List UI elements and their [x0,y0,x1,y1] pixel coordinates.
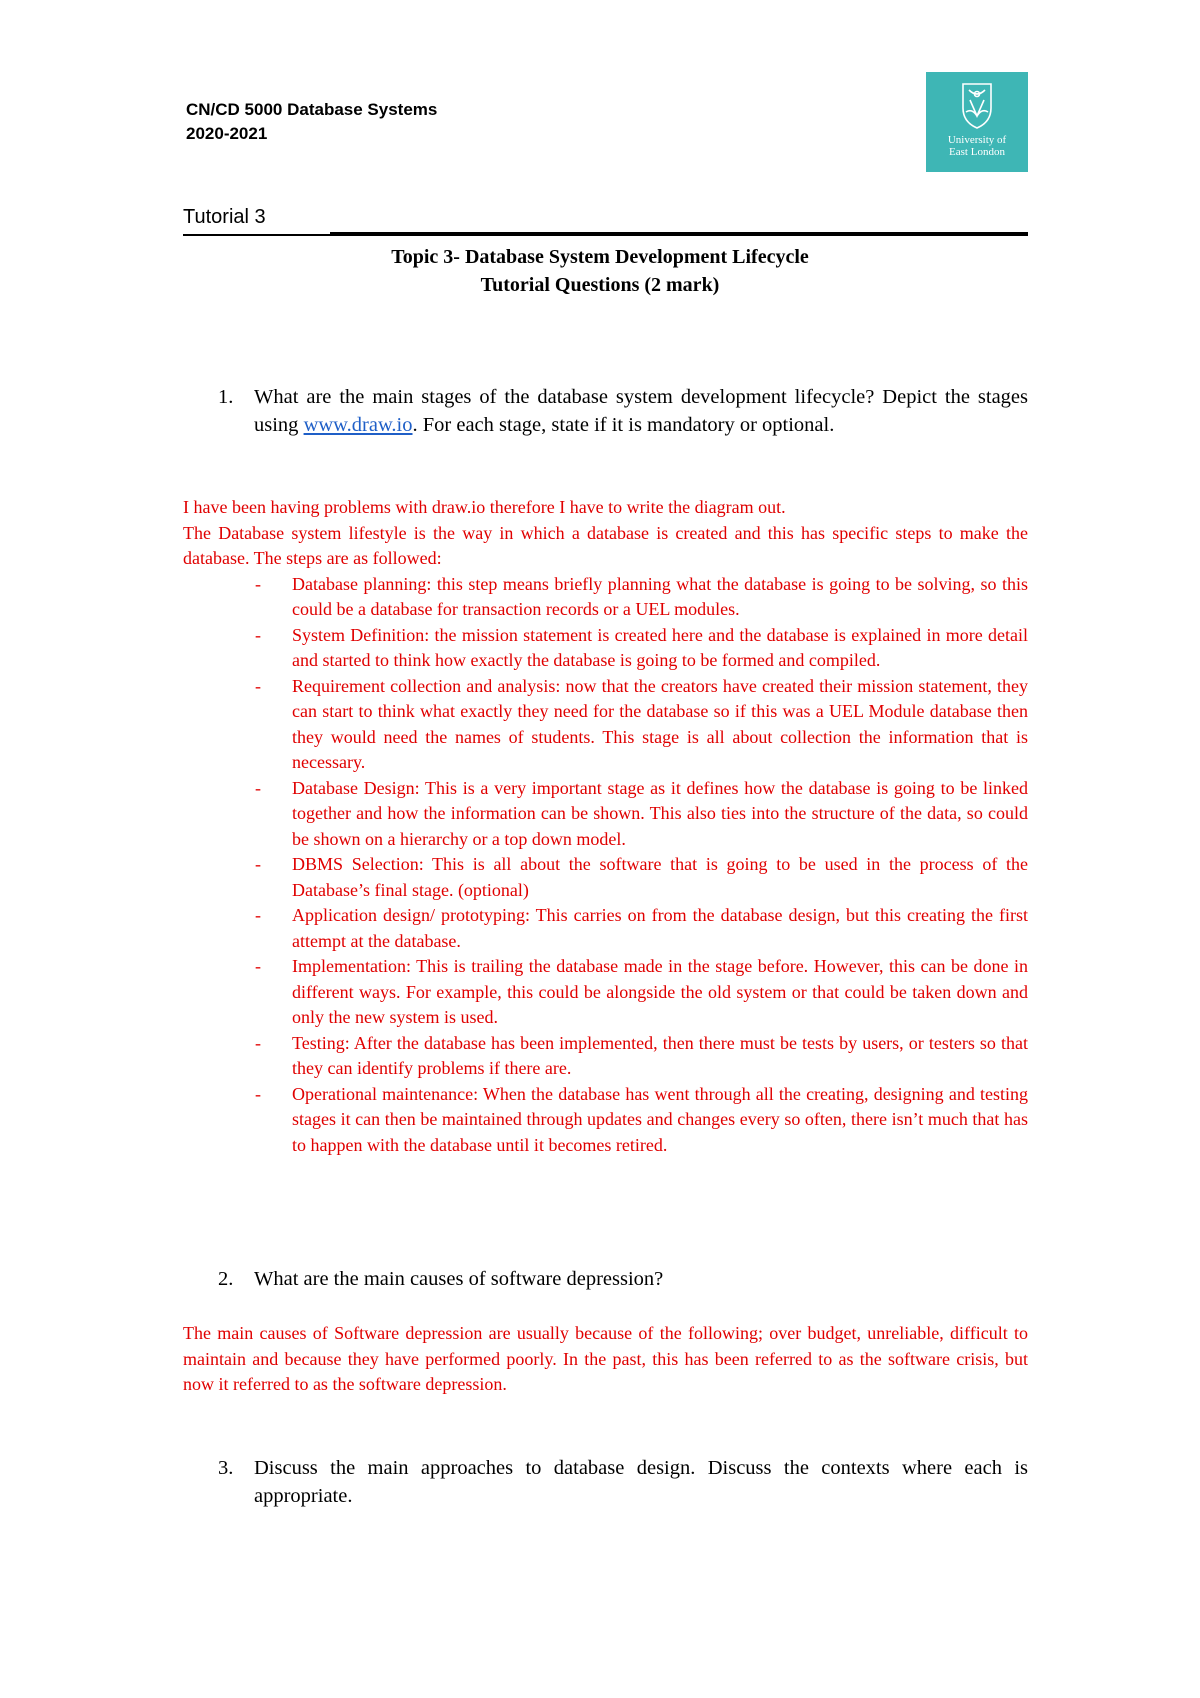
question-3 [218,1454,1028,1510]
answer-2 [183,1321,1028,1398]
question-3-text: Discuss the main approaches to database design. Discuss the contexts where each is appropriate. [254,1457,1028,1507]
list-item: - Database Design: This is a very important stage as it defines how the database is going to be linked together and how the information can be shown. This also ties into the structure of the data, so could be shown on a hierarchy or a top down model. [255,777,1028,849]
topic-subtitle: Tutorial Questions (2 mark) [480,274,720,296]
list-item: - Implementation: This is trailing the database made in the stage before. However, this can be done in different ways. For example, this could be alongside the old system or that could be taken down and only the new system is used. [255,956,1028,1027]
course-header [186,98,437,146]
topic-title: Topic 3- Database System Development Lifecycle [391,246,809,268]
academic-year: 2020-2021 [186,124,268,143]
list-item: - Database planning: this step means briefly planning what the database is going to be solving, so this could be a database for transaction records or a UEL modules. [255,573,1028,619]
stage-list [183,572,1028,1159]
logo-text [926,134,1028,158]
university-logo [926,72,1028,172]
answer-2-text: The main causes of Software depression are usually because of the following; over budget, unreliable, difficult to maintain and because they have performed poorly. In the past, this has been referred to as the software crisis, but now it referred to as the software depression. [183,1323,1028,1394]
question-1 [218,383,1028,439]
list-item: - Operational maintenance: When the database has went through all the creating, designing and testing stages it can then be maintained through updates and changes every so often, there isn’t much that has to happen with the database until it becomes retired. [255,1083,1028,1155]
question-2 [218,1265,1028,1293]
question-2-number: 2. [218,1268,234,1290]
drawio-link[interactable]: www.draw.io [303,414,413,436]
course-title: CN/CD 5000 Database Systems [186,100,438,119]
list-item: - Application design/ prototyping: This carries on from the database design, but this creating the first attempt at the database. [255,905,1028,951]
question-3-number: 3. [218,1457,234,1479]
list-item: - DBMS Selection: This is all about the software that is going to be used in the process of the Database’s final stage. (optional) [255,854,1028,900]
list-item: - Testing: After the database has been implemented, then there must be tests by users, or testers so that they can identify problems if there are. [255,1032,1028,1078]
question-2-text: What are the main causes of software depression? [254,1268,664,1290]
title-rule-thick [330,232,1028,236]
answer-1-lifecycle-definition: The Database system lifestyle is the way in which a database is created and this has specific steps to make the database. The steps are as followed: [183,522,1028,568]
answer-1 [183,495,1028,1158]
tutorial-title: Tutorial 3 [183,206,266,228]
list-item: - System Definition: the mission statement is created here and the database is explained in more detail and started to think how exactly the database is going to be formed and compiled. [255,624,1028,670]
list-item: - Requirement collection and analysis: now that the creators have created their mission statement, they can start to think what exactly they need for the database so if this was a UEL Module database then they would need the names of students. This stage is all about collection the information that is necessary. [255,675,1028,772]
logo-line-1: University of [947,134,1007,146]
answer-1-intro: I have been having problems with draw.io therefore I have to write the diagram out. [183,497,786,517]
logo-line-2: East London [949,146,1005,158]
question-1-number: 1. [218,386,234,408]
question-1-text: What are the main stages of the database system development lifecycle? Depict the stages using www.draw.io. For each stage, state if it is mandatory or optional. [254,386,1028,436]
